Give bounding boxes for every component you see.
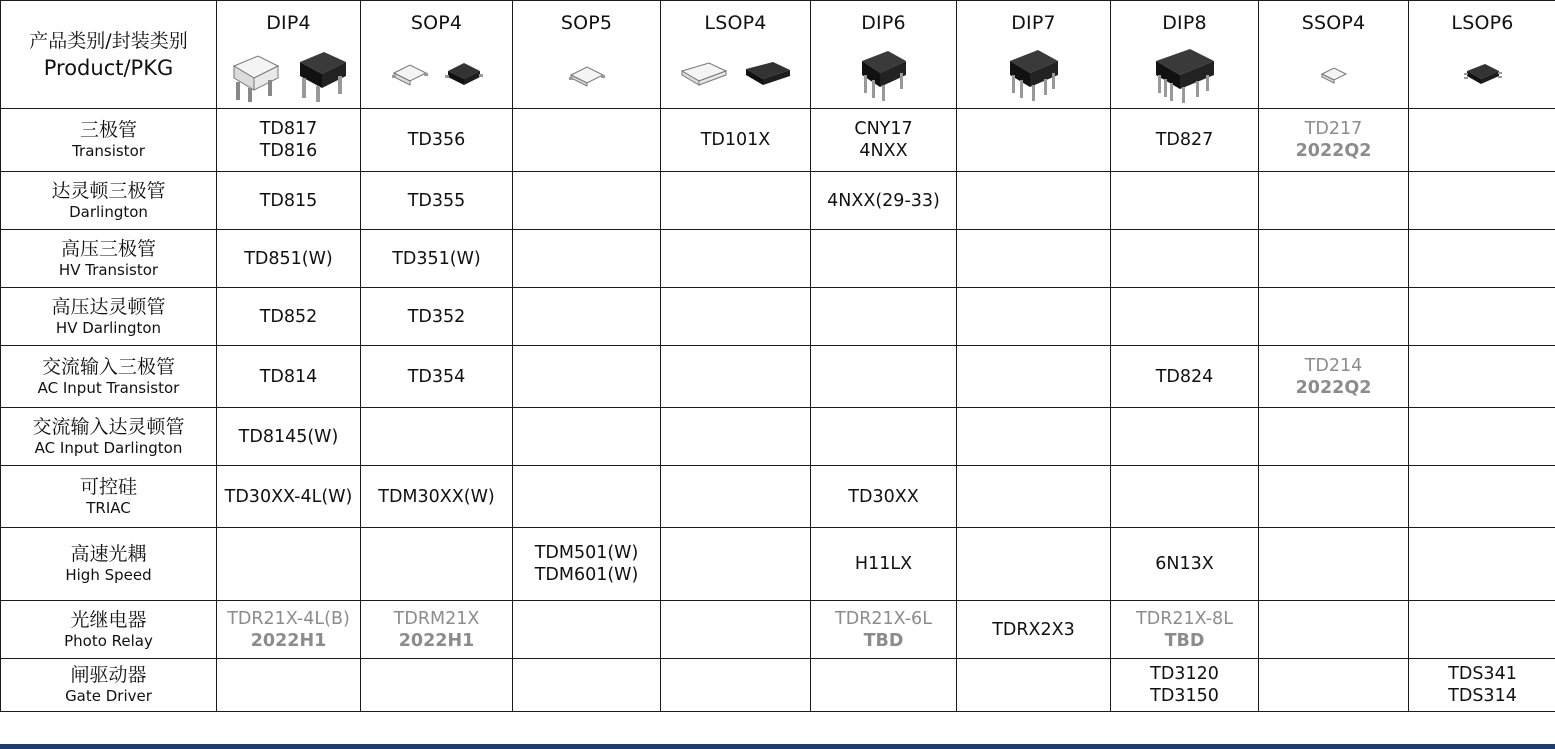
part-number: TDR21X-8L [1136,608,1233,629]
part-number-cell [1259,172,1409,230]
part-number-cell [1259,659,1409,712]
part-number: TBD [1164,630,1205,651]
bottom-band [0,744,1555,749]
part-number: TD8145(W) [238,426,339,447]
package-name: SOP4 [410,11,463,34]
dip8-black-icon [1152,43,1218,105]
category-label-en: TRIAC [86,498,131,517]
part-number-cell [513,601,661,659]
category-label-en: HV Darlington [55,318,162,337]
part-number-cell [217,346,361,408]
product-row [1,109,1555,172]
part-number-cell [361,408,513,466]
part-number-cell [1111,659,1259,712]
part-number: TD30XX [848,486,919,507]
part-number-cell [217,408,361,466]
part-number-cell [811,466,957,528]
part-number: 4NXX(29-33) [827,190,940,211]
category-label-zh: 高压达灵顿管 [51,295,166,318]
package-header-ssop4 [1259,1,1409,109]
package-name: DIP7 [1011,11,1056,34]
category-label-zh: 达灵顿三极管 [51,179,166,202]
package-name: DIP8 [1162,11,1207,34]
part-number-cell [661,659,811,712]
part-number-cell [513,528,661,601]
part-number-cell [361,172,513,230]
part-number: TD354 [407,366,466,387]
part-number: TD852 [259,306,318,327]
part-number-cell [957,659,1111,712]
part-number-cell [1259,408,1409,466]
package-name: DIP6 [861,11,906,34]
part-number-cell [1259,109,1409,172]
corner-label-en: Product/PKG [43,55,174,80]
part-number-cell [1259,346,1409,408]
part-number-cell [513,109,661,172]
lsop6-icons [1409,42,1555,106]
package-header-dip7 [957,1,1111,109]
part-number-cell [957,172,1111,230]
part-number: TDS314 [1448,686,1517,706]
part-number-cell [957,528,1111,601]
part-number-cell [217,659,361,712]
category-label-en: High Speed [65,566,152,584]
part-number-cell [513,230,661,288]
dip4-white-icon [228,44,282,104]
part-number-cell [1259,466,1409,528]
product-row [1,408,1555,466]
product-row [1,172,1555,230]
product-category-cell [1,466,217,528]
part-number-cell [811,659,957,712]
category-label-en: Darlington [69,202,148,221]
part-number: TD356 [407,130,466,150]
category-label-zh: 交流输入三极管 [41,355,175,378]
part-number: TDM601(W) [534,565,639,585]
part-number-cell [513,659,661,712]
part-number-cell [1259,601,1409,659]
part-number-cell [1111,466,1259,528]
part-number-cell [1111,288,1259,346]
sop5-icons [513,42,660,106]
part-number: 2022H1 [250,630,327,651]
product-row [1,659,1555,712]
part-number-cell [1409,346,1555,408]
part-number-cell [513,288,661,346]
part-number-cell [661,288,811,346]
part-number-cell [957,601,1111,659]
part-number-cell [811,346,957,408]
part-number: TD815 [259,190,318,211]
part-number: TD817 [259,119,318,139]
sop4-white-icon [390,59,430,89]
part-number-cell [661,109,811,172]
part-number: TD824 [1155,366,1214,387]
part-number: TDM501(W) [534,543,639,563]
part-number-cell [811,172,957,230]
part-number-cell [957,109,1111,172]
part-number-cell [361,466,513,528]
part-number: TD827 [1155,130,1214,150]
part-number-cell [1259,230,1409,288]
part-number-cell [957,346,1111,408]
part-number-cell [1409,288,1555,346]
part-number-cell [217,466,361,528]
product-category-cell [1,230,217,288]
part-number-cell [661,466,811,528]
part-number-cell [1409,408,1555,466]
part-number: 4NXX [859,141,908,161]
part-number: TD351(W) [392,248,481,269]
part-number: 6N13X [1155,554,1214,574]
part-number-cell [1111,230,1259,288]
part-number-cell [957,230,1111,288]
category-label-en: AC Input Transistor [37,378,180,397]
package-header-lsop4 [661,1,811,109]
category-label-en: Transistor [72,142,145,160]
part-number: TD101X [700,130,771,150]
part-number-cell [811,528,957,601]
part-number-cell [217,528,361,601]
part-number-cell [1259,288,1409,346]
part-number-cell [361,528,513,601]
product-row [1,288,1555,346]
product-row [1,346,1555,408]
product-row [1,528,1555,601]
product-category-cell [1,288,217,346]
category-label-zh: 高速光耦 [70,543,147,565]
part-number: TDRM21X [393,608,480,629]
corner-label-zh: 产品类别/封装类别 [29,29,188,52]
part-number-cell [513,408,661,466]
part-number-cell [361,601,513,659]
dip4-black-icon [296,44,350,104]
category-label-zh: 闸驱动器 [70,664,147,686]
part-number-cell [661,346,811,408]
part-number: TD3120 [1150,664,1219,684]
part-number-cell [1409,230,1555,288]
package-name: LSOP6 [1451,11,1514,34]
part-number-cell [1409,528,1555,601]
part-number: TD352 [407,306,466,327]
part-number-cell [1111,109,1259,172]
package-header-sop4 [361,1,513,109]
dip7-icons [957,42,1110,106]
product-category-cell [1,659,217,712]
part-number: TDM30XX(W) [378,486,495,507]
part-number-cell [1111,408,1259,466]
dip6-icons [811,42,956,106]
part-number: 2022Q2 [1295,377,1372,398]
part-number-cell [811,601,957,659]
part-number-cell [217,109,361,172]
product-row [1,466,1555,528]
category-label-zh: 交流输入达灵顿管 [32,415,185,438]
part-number: 2022Q2 [1295,141,1372,161]
dip8-icons [1111,42,1258,106]
package-header-dip4 [217,1,361,109]
part-number: TDR21X-4L(B) [227,608,350,629]
corner-header [1,1,217,109]
product-category-cell [1,172,217,230]
lsop4-black-icon [743,59,793,89]
part-number-cell [1409,172,1555,230]
part-number: TD214 [1304,355,1363,376]
part-number-cell [661,408,811,466]
package-name: SSOP4 [1301,11,1366,34]
category-label-en: AC Input Darlington [34,438,183,457]
package-name: DIP4 [266,11,311,34]
part-number-cell [217,230,361,288]
part-number: TD814 [259,366,318,387]
part-number-cell [661,528,811,601]
part-number-cell [1259,528,1409,601]
part-number: TDRX2X3 [992,619,1075,640]
part-number: TD816 [259,141,318,161]
part-number: TDR21X-6L [835,608,932,629]
header-row [1,1,1555,109]
part-number-cell [957,408,1111,466]
package-header-dip8 [1111,1,1259,109]
part-number-cell [811,408,957,466]
category-label-en: Gate Driver [65,687,152,705]
product-category-cell [1,346,217,408]
package-name: SOP5 [560,11,613,34]
part-number-cell [661,172,811,230]
dip7-black-icon [1006,45,1062,103]
part-number: TD851(W) [244,248,333,269]
part-number-cell [361,288,513,346]
part-number: TD30XX-4L(W) [224,486,353,507]
product-category-cell [1,109,217,172]
part-number-cell [217,288,361,346]
lsop4-white-icon [679,59,729,89]
product-category-cell [1,528,217,601]
part-number: TDS341 [1448,664,1517,684]
part-number-cell [957,288,1111,346]
part-number-cell [1111,528,1259,601]
part-number-cell [361,659,513,712]
part-number-cell [1111,172,1259,230]
part-number: TBD [863,630,904,651]
ssop4-icons [1259,42,1408,106]
part-number: TD355 [407,190,466,211]
dip4-icons [217,42,360,106]
package-header-lsop6 [1409,1,1555,109]
package-header-sop5 [513,1,661,109]
package-name: LSOP4 [704,11,767,34]
part-number-cell [361,230,513,288]
part-number-cell [361,346,513,408]
part-number-cell [1409,466,1555,528]
product-row [1,230,1555,288]
part-number: CNY17 [854,119,913,139]
part-number: H11LX [854,554,913,574]
product-category-cell [1,601,217,659]
part-number: TD217 [1304,119,1363,139]
category-label-en: Photo Relay [64,631,153,650]
part-number-cell [661,230,811,288]
dip6-black-icon [858,45,910,103]
part-number-cell [1409,659,1555,712]
sop4-black-icon [444,59,484,89]
part-number-cell [661,601,811,659]
category-label-zh: 可控硅 [79,475,137,498]
part-number-cell [1409,601,1555,659]
ssop4-white-icon [1319,61,1349,87]
part-number-cell [1111,601,1259,659]
part-number-cell [957,466,1111,528]
part-number: 2022H1 [398,630,475,651]
category-label-en: HV Transistor [58,260,159,279]
lsop6-black-icon [1463,59,1503,89]
part-number-cell [811,288,957,346]
part-number-cell [513,346,661,408]
category-label-zh: 三极管 [79,119,137,141]
part-number-cell [513,172,661,230]
sop5-white-icon [567,59,607,89]
lsop4-icons [661,42,810,106]
part-number-cell [1409,109,1555,172]
part-number-cell [217,601,361,659]
part-number-cell [811,109,957,172]
product-row [1,601,1555,659]
part-number-cell [811,230,957,288]
package-header-dip6 [811,1,957,109]
sop4-icons [361,42,512,106]
product-category-cell [1,408,217,466]
part-number-cell [361,109,513,172]
part-number-cell [217,172,361,230]
part-number-cell [513,466,661,528]
part-number-cell [1111,346,1259,408]
part-number: TD3150 [1150,686,1219,706]
category-label-zh: 高压三极管 [60,237,156,260]
category-label-zh: 光继电器 [70,608,147,631]
